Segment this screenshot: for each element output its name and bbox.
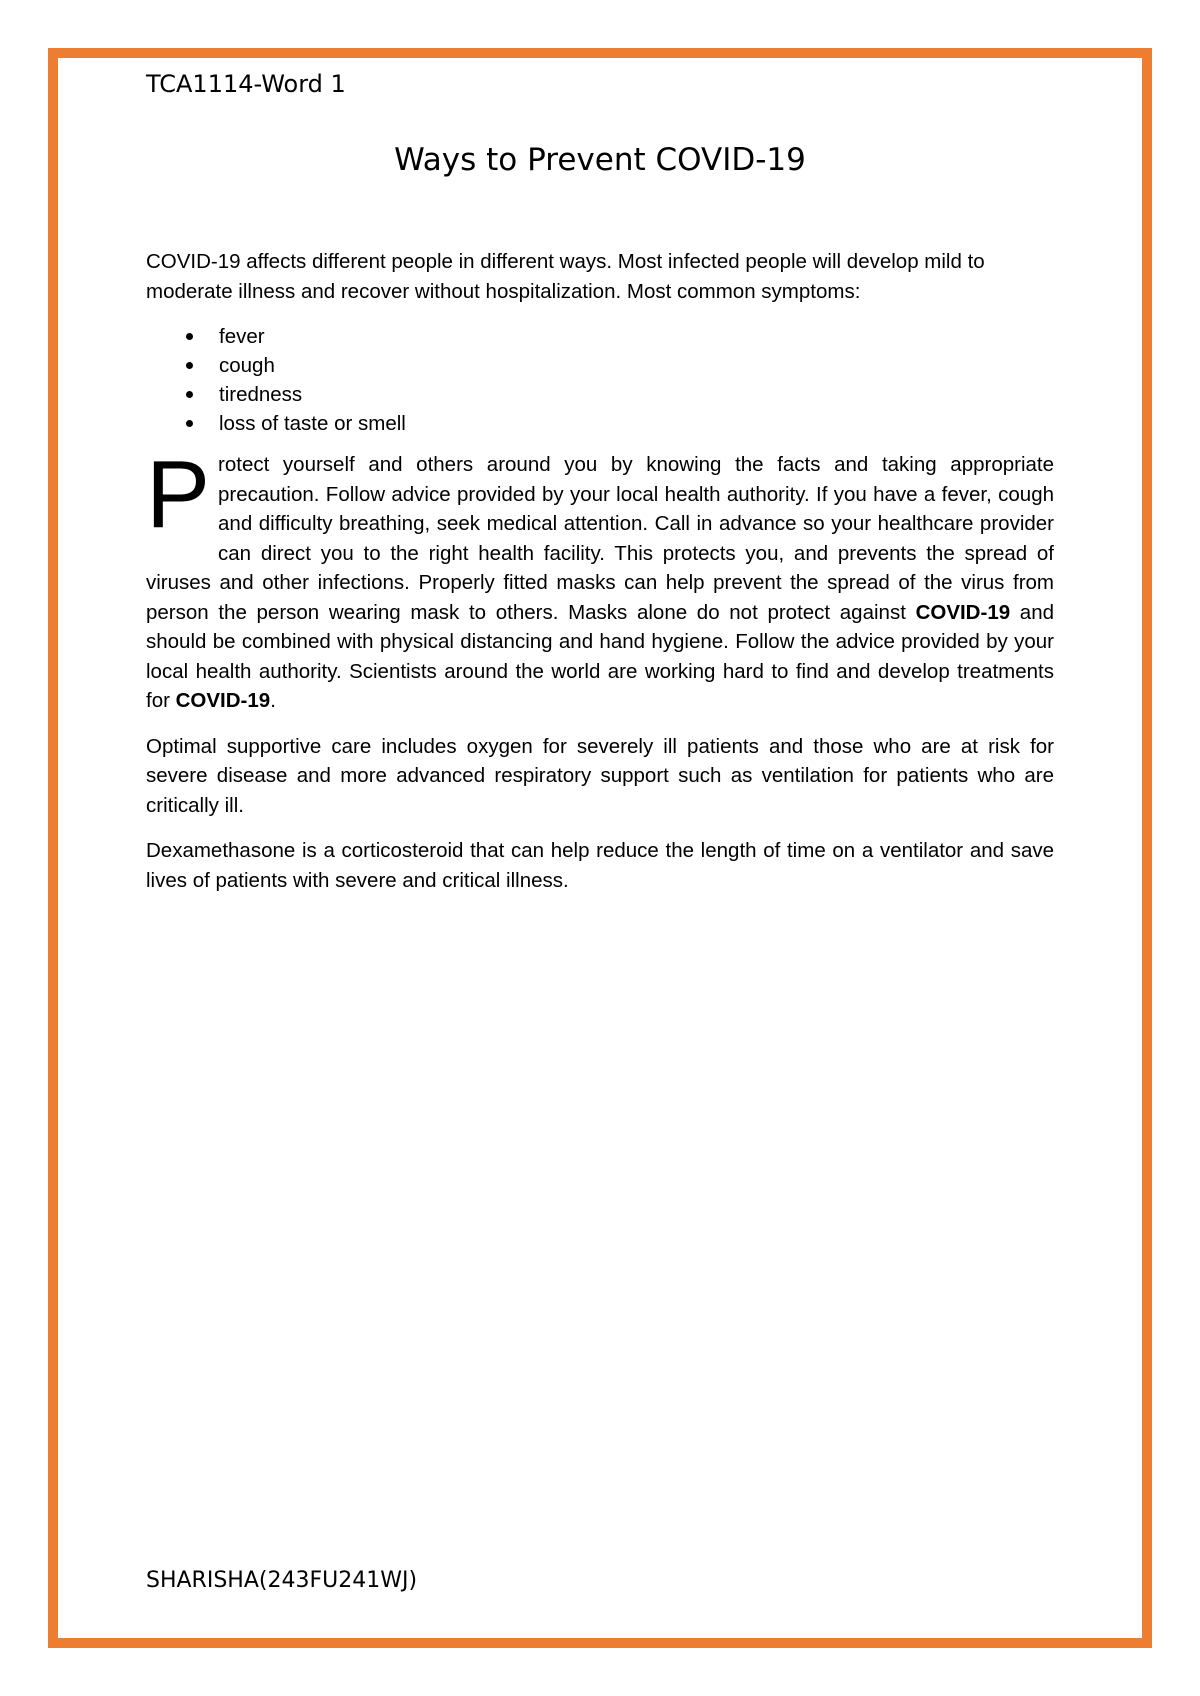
covid-bold-1: COVID-19 xyxy=(915,600,1011,624)
supportive-care-paragraph: Optimal supportive care includes oxygen for severely ill patients and those who are at risk for severe disease and more advanced respiratory support such as ventilation for patients who are critically ill. xyxy=(146,734,1054,817)
list-item: loss of taste or smell xyxy=(146,409,1054,438)
document-title: Ways to Prevent COVID-19 xyxy=(394,142,806,178)
page-footer: SHARISHA(243FU241WJ) xyxy=(146,1568,418,1593)
protection-paragraph xyxy=(146,441,1054,716)
list-item: cough xyxy=(146,351,1054,380)
symptoms-list xyxy=(146,322,1054,438)
protection-text-3: . xyxy=(270,689,276,712)
intro-paragraph: COVID-19 affects different people in different ways. Most infected people will develop mild to moderate illness and recover without hospitalization. Most common symptoms: xyxy=(146,250,985,303)
drop-cap: P xyxy=(146,441,211,548)
covid-bold-2: COVID-19 xyxy=(175,689,271,712)
list-item: tiredness xyxy=(146,380,1054,409)
dexamethasone-paragraph: Dexamethasone is a corticosteroid that can help reduce the length of time on a ventilator and save lives of patients with severe and critical illness. xyxy=(146,839,1054,892)
protection-text-2: and should be combined with physical distancing and hand hygiene. Follow the advice provided by your local health authority. Scientists around the world are working hard to find and develop treatments for xyxy=(146,600,1054,712)
page-header: TCA1114-Word 1 xyxy=(146,70,346,98)
document-body xyxy=(146,247,1054,911)
list-item: fever xyxy=(146,322,1054,351)
protection-text-1: rotect yourself and others around you by knowing the facts and taking appropriate precaution. Follow advice provided by your local health authority. If you have a fever, cough and difficulty breathing, seek medical attention. Call in advance so your healthcare provider can direct you to the right health facility. This protects you, and prevents the spread of viruses and other infections. Properly fitted masks can help prevent the spread of the virus from person the person wearing mask to others. Masks alone do not protect against xyxy=(146,453,1054,624)
